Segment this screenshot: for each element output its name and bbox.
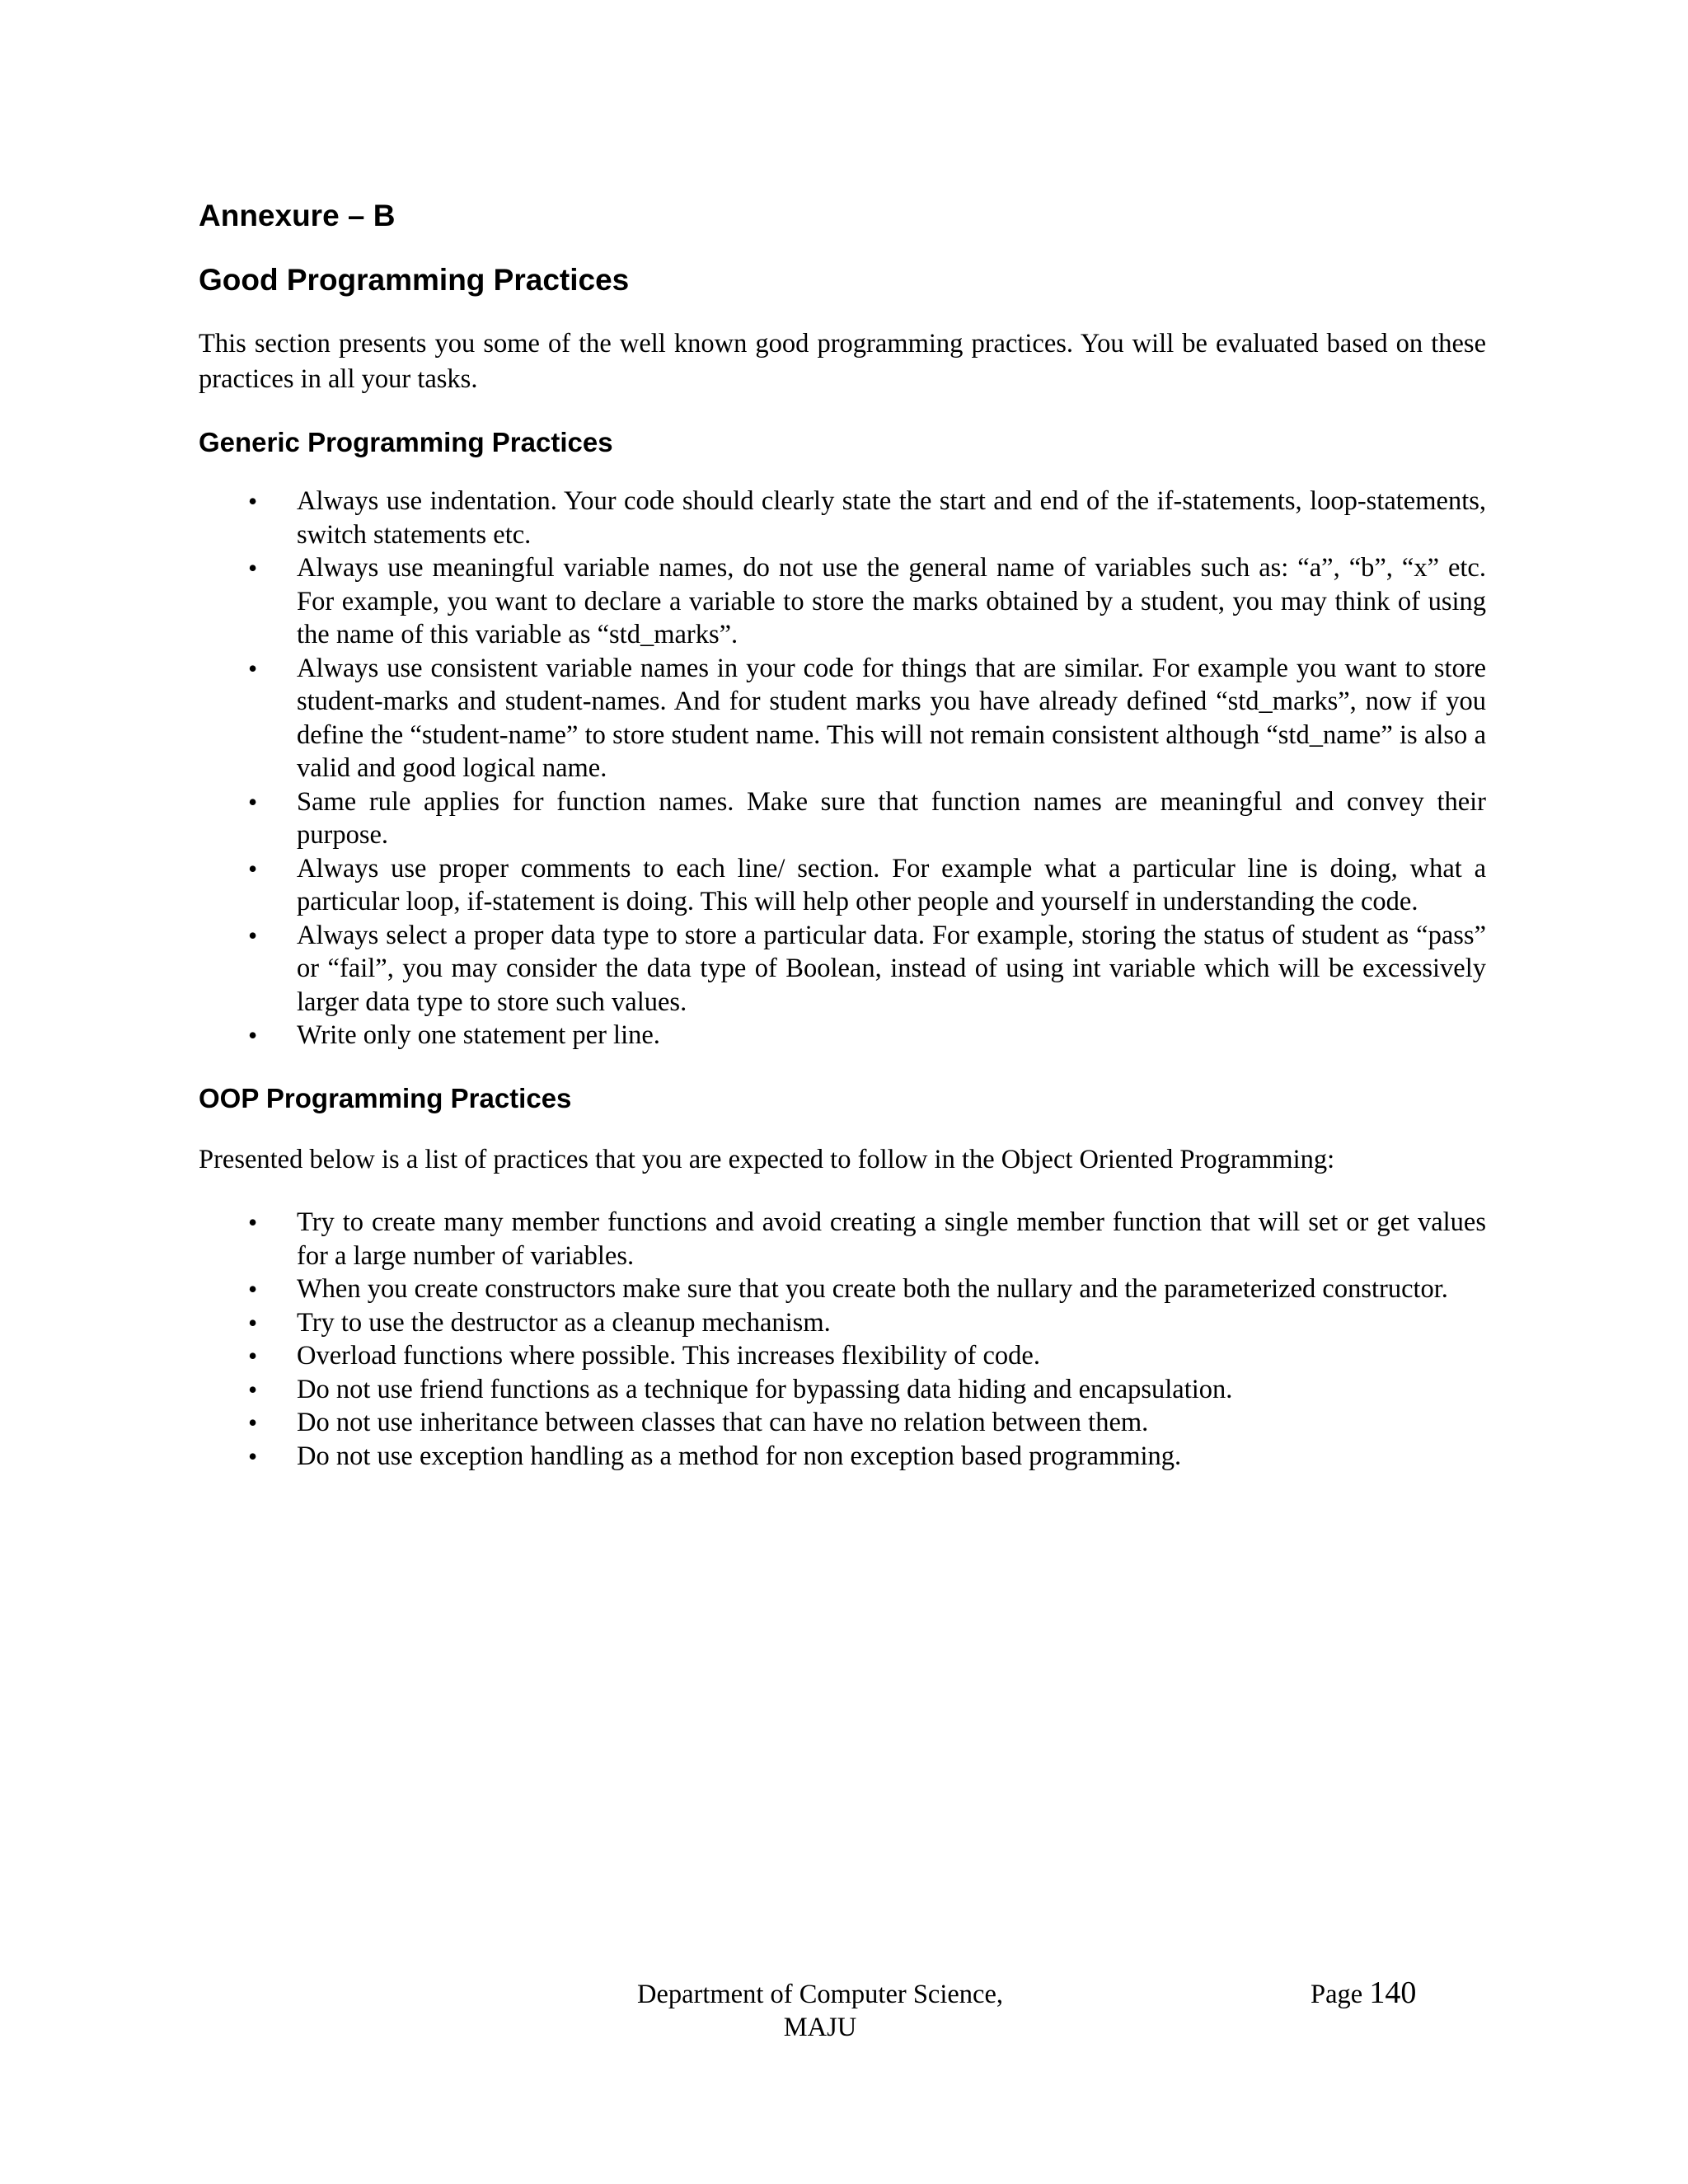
list-item-text: Do not use inheritance between classes that can have no relation between them.: [297, 1408, 1149, 1438]
footer-institution-line: MAJU: [783, 2013, 857, 2042]
list-item: [199, 1206, 1486, 1272]
list-item-text: Always use meaningful variable names, do not use the general name of variables such as: “a”, “b”, “x” etc. For example, you want to declare a variable to store the marks obtained by a student, you may think of using the name of this variable as “std_marks”.: [297, 553, 1486, 650]
page-number: 140: [1369, 1975, 1417, 2010]
list-item-text: Write only one statement per line.: [297, 1020, 660, 1051]
bullet-icon: •: [248, 1020, 258, 1051]
list-item-text: Always select a proper data type to store a particular data. For example, storing the status of student as “pass” or “fail”, you may consider the data type of Boolean, instead of using int variable which will be excessively larger data type to store such values.: [297, 920, 1486, 1017]
oop-practices-heading: OOP Programming Practices: [199, 1082, 572, 1113]
list-item-text: Do not use exception handling as a method for non exception based programming.: [297, 1441, 1182, 1471]
footer-page-number: [1311, 1976, 1416, 2011]
list-item-text: Try to use the destructor as a cleanup mechanism.: [297, 1307, 831, 1338]
list-item: [199, 852, 1486, 919]
list-item: [199, 1306, 1486, 1340]
list-item-text: Do not use friend functions as a technique for bypassing data hiding and encapsulation.: [297, 1374, 1233, 1404]
bullet-icon: •: [248, 1274, 258, 1305]
bullet-icon: •: [248, 1341, 258, 1371]
generic-practices-heading: Generic Programming Practices: [199, 426, 613, 457]
list-item: [199, 1373, 1486, 1407]
list-item-text: Overload functions where possible. This increases flexibility of code.: [297, 1341, 1040, 1371]
generic-practices-list: [199, 485, 1486, 1052]
list-item: [199, 551, 1486, 652]
list-item: [199, 919, 1486, 1019]
bullet-icon: •: [248, 1441, 258, 1471]
intro-paragraph: This section presents you some of the well known good programming practices. You will be evaluated based on these practices in all your tasks.: [199, 328, 1486, 394]
list-item-text: When you create constructors make sure that you create both the nullary and the parameterized constructor.: [297, 1274, 1448, 1305]
footer-department-line: Department of Computer Science,: [636, 1980, 1004, 2009]
footer-department: [577, 1978, 1063, 2044]
oop-practices-list: [199, 1206, 1486, 1473]
list-item-text: Always use proper comments to each line/ section. For example what a particular line is doing, what a particular loop, if-statement is doing. This will help other people and yourself in understanding the code.: [297, 853, 1486, 917]
bullet-icon: •: [248, 1408, 258, 1438]
bullet-icon: •: [248, 1307, 258, 1338]
list-item: [199, 785, 1486, 852]
bullet-icon: •: [248, 853, 258, 883]
list-item: [199, 485, 1486, 551]
document-page: [199, 190, 1486, 1473]
bullet-icon: •: [248, 920, 258, 950]
bullet-icon: •: [248, 1207, 258, 1238]
list-item-text: Always use consistent variable names in your code for things that are similar. For example you want to store student-marks and student-names. And for student marks you have already defined “std_marks”, now if you define the “student-name” to store student name. This will not remain consistent although “std_name” is also a valid and good logical name.: [297, 653, 1486, 784]
page-title: Good Programming Practices: [199, 263, 630, 298]
list-item-text: Try to create many member functions and avoid creating a single member function that will set or get values for a large number of variables.: [297, 1207, 1486, 1271]
list-item: [199, 652, 1486, 785]
page-label: Page: [1311, 1980, 1363, 2009]
list-item: [199, 1440, 1486, 1474]
bullet-icon: •: [248, 786, 258, 817]
bullet-icon: •: [248, 1374, 258, 1404]
list-item: [199, 1019, 1486, 1052]
oop-intro-paragraph: Presented below is a list of practices that you are expected to follow in the Object Oriented Programming:: [199, 1145, 1335, 1175]
list-item: [199, 1339, 1486, 1373]
bullet-icon: •: [248, 653, 258, 683]
bullet-icon: •: [248, 553, 258, 583]
list-item: [199, 1272, 1486, 1306]
list-item-text: Same rule applies for function names. Make sure that function names are meaningful and convey their purpose.: [297, 786, 1486, 851]
list-item: [199, 1406, 1486, 1440]
list-item-text: Always use indentation. Your code should clearly state the start and end of the if-statements, loop-statements, switch statements etc.: [297, 486, 1486, 550]
bullet-icon: •: [248, 486, 258, 517]
annexure-heading: Annexure – B: [199, 199, 396, 232]
